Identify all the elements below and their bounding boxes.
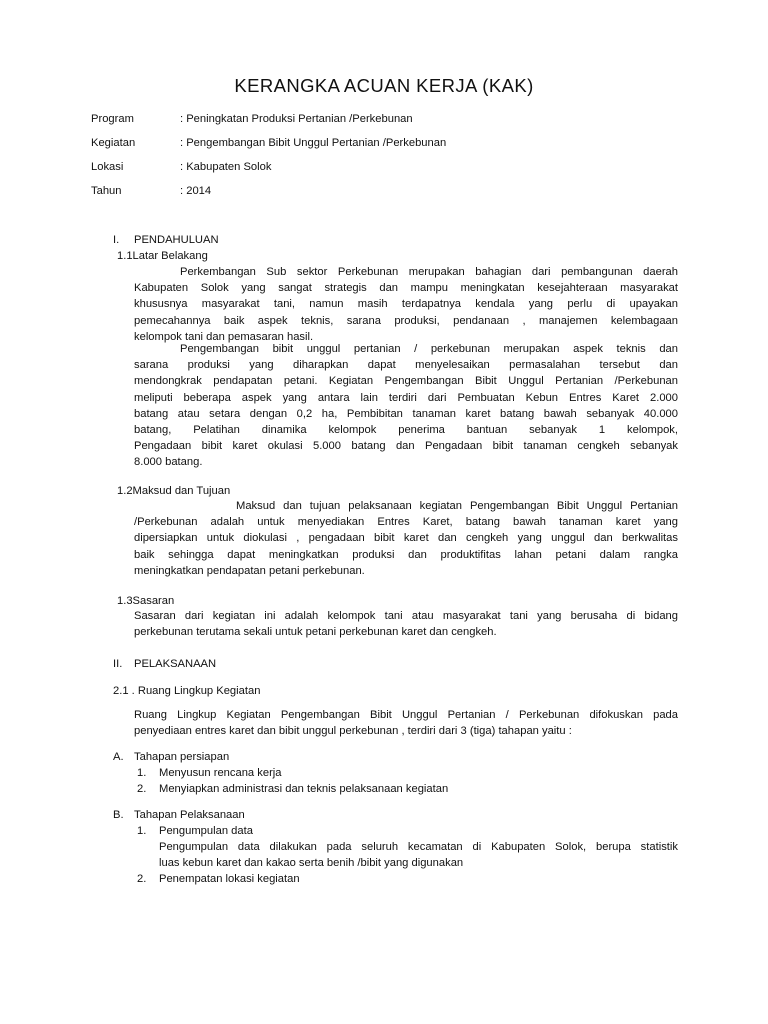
meta-value-program: : Peningkatan Produksi Pertanian /Perkebunan (180, 113, 413, 125)
meta-label-kegiatan: Kegiatan (91, 137, 136, 149)
meta-label-tahun: Tahun (91, 185, 122, 197)
stage-a-item-2-number: 2. (137, 783, 147, 795)
stage-b-item-2-number: 2. (137, 873, 147, 885)
stage-b-item-1-text: Pengumpulan data (159, 825, 253, 837)
paragraph-line: meliputi beberapa aspek yang antara lain terdiri dari Pembuatan Kebun Entres Karet 2.000 (134, 391, 678, 404)
paragraph-line: Pengumpulan data dilakukan pada seluruh kecamatan di Kabupaten Solok, berupa statistik (159, 841, 678, 853)
paragraph-line: pemecahannya baik aspek teknis, sarana produksi, pendanaan , manajemen kelembagaan (134, 314, 678, 327)
stage-b-heading: Tahapan Pelaksanaan (134, 809, 245, 821)
subsection-1-1-heading: 1.1Latar Belakang (117, 250, 208, 262)
meta-value-tahun: : 2014 (180, 185, 212, 197)
section-1-number: I. (113, 234, 120, 246)
paragraph-line: kelompok tani dan pemasaran hasil. (134, 330, 314, 343)
meta-value-kegiatan: : Pengembangan Bibit Unggul Pertanian /Perkebunan (180, 137, 447, 149)
document-title: KERANGKA ACUAN KERJA (KAK) (234, 75, 534, 96)
stage-b-item-1-number: 1. (137, 825, 147, 837)
paragraph-line: mendongkrak pendapatan petani. Kegiatan Pengembangan Bibit Unggul Pertanian /Perkebunan (134, 375, 678, 388)
stage-a-heading: Tahapan persiapan (134, 751, 230, 763)
section-1-heading: PENDAHULUAN (134, 234, 219, 246)
pengumpulan-data-paragraph (159, 839, 678, 871)
latar-belakang-paragraph-2 (134, 341, 678, 471)
stage-a-letter: A. (113, 751, 124, 763)
paragraph-line: Pengadaan bibit karet okulasi 5.000 batang dan Pengadaan bibit tanaman cengkeh sebanyak (134, 440, 678, 453)
paragraph-line: batang, Pelatihan dinamika kelompok penerima bantuan sebanyak 1 kelompok, (134, 423, 678, 436)
section-2-heading: PELAKSANAAN (134, 658, 217, 670)
paragraph-line: sarana produksi yang diharapkan dapat menyelesaikan permasalahan tersebut dan (134, 359, 678, 372)
paragraph-line: khususnya masyarakat tani, namun masih terdapatnya kendala yang perlu di upayakan (134, 298, 678, 311)
subsection-1-2-heading: 1.2Maksud dan Tujuan (117, 485, 231, 497)
stage-a-item-2-text: Menyiapkan administrasi dan teknis pelaksanaan kegiatan (159, 783, 449, 795)
paragraph-line: meningkatkan pendapatan petani perkebunan. (134, 564, 365, 577)
meta-value-lokasi: : Kabupaten Solok (180, 161, 272, 173)
paragraph-line: batang atau setara dengan 0,2 ha, Pembibitan tanaman karet batang bawah sebanyak 40.000 (134, 407, 678, 420)
paragraph-line: dipersiapkan untuk diokulasi , pengadaan bibit karet dan cengkeh yang unggul dan berkwalitas (134, 532, 678, 545)
paragraph-line: Pengembangan bibit unggul pertanian / perkebunan merupakan aspek teknis dan (180, 343, 678, 355)
stage-a-item-1-number: 1. (137, 767, 147, 779)
paragraph-line: Perkembangan Sub sektor Perkebunan merupakan bahagian dari pembangunan daerah (180, 266, 678, 278)
paragraph-line: Kabupaten Solok yang sangat strategis dan mampu meningkatan kesejahteraan masyarakat (134, 282, 678, 295)
stage-a-item-1-text: Menyusun rencana kerja (159, 767, 282, 779)
maksud-tujuan-paragraph (134, 498, 678, 579)
paragraph-line: /Perkebunan adalah untuk menyediakan Entres Karet, batang bawah tanaman karet yang (134, 516, 678, 529)
paragraph-line: luas kebun karet dan kakao serta benih /bibit yang digunakan (159, 857, 464, 870)
latar-belakang-paragraph-1 (134, 264, 678, 345)
paragraph-line: Maksud dan tujuan pelaksanaan kegiatan Pengembangan Bibit Unggul Pertanian (236, 500, 678, 512)
meta-label-program: Program (91, 113, 134, 125)
paragraph-line: 8.000 batang. (134, 456, 203, 469)
subsection-1-3-heading: 1.3Sasaran (117, 595, 175, 607)
paragraph-line: baik sehingga dapat meningkatkan produksi dan produktifitas lahan petani dalam rangka (134, 548, 678, 561)
stage-b-item-2-text: Penempatan lokasi kegiatan (159, 873, 300, 885)
paragraph-line: penyediaan entres karet dan bibit unggul perkebunan , terdiri dari 3 (tiga) tahapan yaitu : (134, 725, 572, 738)
paragraph-line: Sasaran dari kegiatan ini adalah kelompok tani atau masyarakat tani yang berusaha di bidang (134, 610, 678, 622)
subsection-2-1-heading: 2.1 . Ruang Lingkup Kegiatan (113, 685, 261, 697)
meta-label-lokasi: Lokasi (91, 161, 124, 173)
paragraph-line: Ruang Lingkup Kegiatan Pengembangan Bibit Unggul Pertanian / Perkebunan difokuskan pada (134, 709, 678, 721)
stage-b-letter: B. (113, 809, 124, 821)
sasaran-paragraph (134, 608, 678, 640)
ruang-lingkup-paragraph (134, 707, 678, 739)
section-2-number: II. (113, 658, 123, 670)
paragraph-line: perkebunan terutama sekali untuk petani perkebunan karet dan cengkeh. (134, 626, 497, 639)
